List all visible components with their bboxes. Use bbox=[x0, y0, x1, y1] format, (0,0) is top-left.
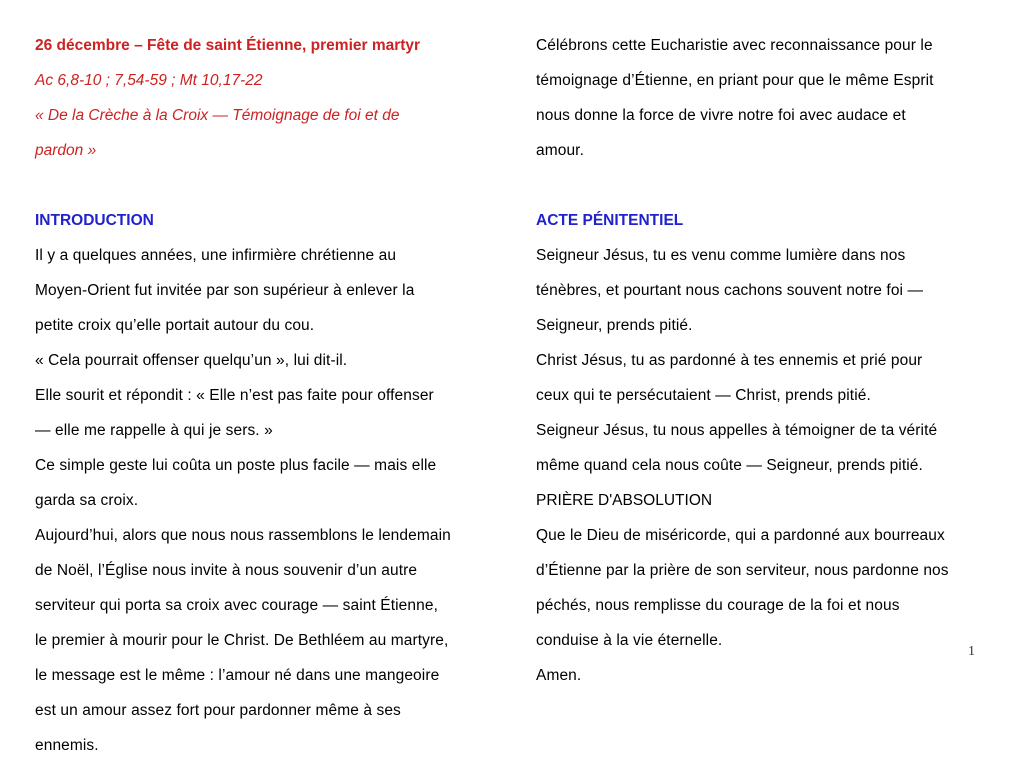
absolution-prayer-section bbox=[536, 483, 998, 693]
liturgy-header bbox=[35, 28, 497, 168]
opening-spacer bbox=[536, 168, 998, 203]
body-line: ennemis. bbox=[35, 737, 99, 754]
body-line: témoignage d’Étienne, en priant pour que le même Esprit bbox=[536, 72, 934, 89]
theme-line-1: « De la Crèche à la Croix — Témoignage de foi et de bbox=[35, 107, 400, 124]
body-line: Que le Dieu de miséricorde, qui a pardonné aux bourreaux bbox=[536, 527, 945, 544]
body-line: de Noël, l’Église nous invite à nous souvenir d’un autre bbox=[35, 562, 418, 579]
page-number: 1 bbox=[968, 644, 975, 659]
penitential-act-section bbox=[536, 203, 998, 483]
left-column bbox=[35, 28, 497, 763]
body-line: « Cela pourrait offenser quelqu’un », lui dit-il. bbox=[35, 352, 348, 369]
section-heading-absolution-prayer: PRIÈRE D'ABSOLUTION bbox=[536, 492, 713, 509]
body-line: amour. bbox=[536, 142, 584, 159]
body-line: le message est le même : l’amour né dans une mangeoire bbox=[35, 667, 440, 684]
body-line: Ce simple geste lui coûta un poste plus facile — mais elle bbox=[35, 457, 437, 474]
body-line: d’Étienne par la prière de son serviteur, nous pardonne nos bbox=[536, 562, 949, 579]
page-title: 26 décembre – Fête de saint Étienne, premier martyr bbox=[35, 37, 421, 54]
body-line: même quand cela nous coûte — Seigneur, prends pitié. bbox=[536, 457, 923, 474]
body-line: Seigneur, prends pitié. bbox=[536, 317, 693, 334]
theme-line-2: pardon » bbox=[35, 142, 97, 159]
scripture-references: Ac 6,8-10 ; 7,54-59 ; Mt 10,17-22 bbox=[35, 72, 263, 89]
body-line: serviteur qui porta sa croix avec courage — saint Étienne, bbox=[35, 597, 438, 614]
body-line: Il y a quelques années, une infirmière chrétienne au bbox=[35, 247, 397, 264]
body-line: péchés, nous remplisse du courage de la foi et nous bbox=[536, 597, 900, 614]
introduction-section bbox=[35, 203, 497, 763]
body-line: Aujourd’hui, alors que nous nous rassemblons le lendemain bbox=[35, 527, 451, 544]
body-line: Seigneur Jésus, tu es venu comme lumière dans nos bbox=[536, 247, 906, 264]
body-line: — elle me rappelle à qui je sers. » bbox=[35, 422, 273, 439]
section-heading-introduction: INTRODUCTION bbox=[35, 212, 154, 229]
body-line: Christ Jésus, tu as pardonné à tes ennemis et prié pour bbox=[536, 352, 923, 369]
body-line: ténèbres, et pourtant nous cachons souvent notre foi — bbox=[536, 282, 924, 299]
body-line: Seigneur Jésus, tu nous appelles à témoigner de ta vérité bbox=[536, 422, 938, 439]
body-line: conduise à la vie éternelle. bbox=[536, 632, 723, 649]
body-line: Elle sourit et répondit : « Elle n’est pas faite pour offenser bbox=[35, 387, 434, 404]
opening-paragraph bbox=[536, 28, 998, 168]
body-line: ceux qui te persécutaient — Christ, prends pitié. bbox=[536, 387, 871, 404]
body-line: petite croix qu’elle portait autour du cou. bbox=[35, 317, 315, 334]
body-line: nous donne la force de vivre notre foi avec audace et bbox=[536, 107, 906, 124]
body-line: le premier à mourir pour le Christ. De Bethléem au martyre, bbox=[35, 632, 449, 649]
right-column bbox=[536, 28, 998, 693]
body-line: Moyen-Orient fut invitée par son supérieur à enlever la bbox=[35, 282, 415, 299]
body-line: garda sa croix. bbox=[35, 492, 139, 509]
body-line: est un amour assez fort pour pardonner même à ses bbox=[35, 702, 401, 719]
body-line: Amen. bbox=[536, 667, 582, 684]
header-spacer bbox=[35, 168, 497, 203]
section-heading-penitential-act: ACTE PÉNITENTIEL bbox=[536, 212, 684, 229]
body-line: Célébrons cette Eucharistie avec reconnaissance pour le bbox=[536, 37, 933, 54]
